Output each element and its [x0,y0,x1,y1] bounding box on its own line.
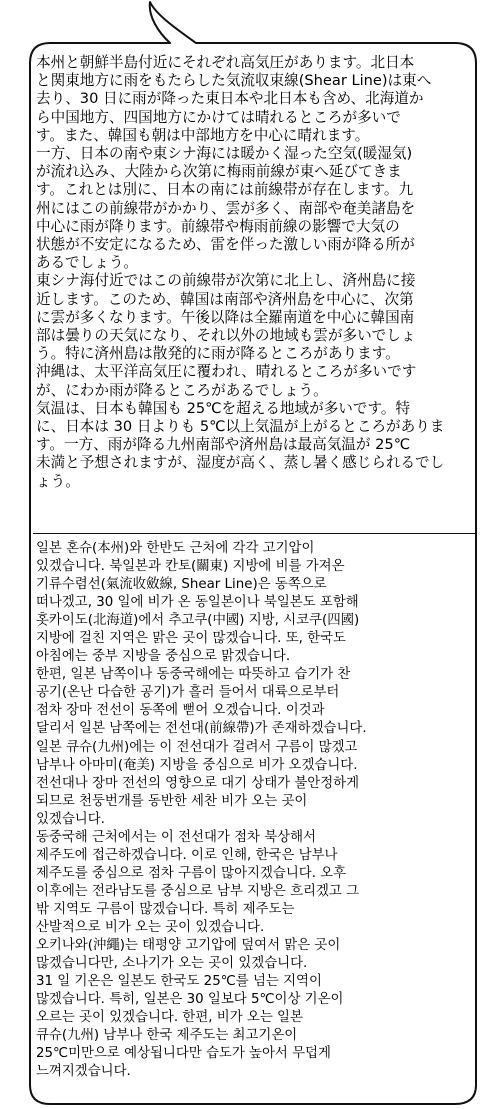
section-divider [33,533,475,534]
korean-weather-report: 일본 혼슈(本州)와 한반도 근처에 각각 고기압이 있겠습니다. 북일본과 칸토(關東) 지방에 비를 가져온 기류수렴선(氣流收斂線, Shear Line)은 동쪽으로 떠나겠고, 30 일에 비가 온 동일본이나 북일본도 포함해 홋카이도(北海道)에서 추고쿠(中國) 지방, 시코쿠(四國) 지방에 걸친 지역은 맑은 곳이 많겠습니다. 또, 한국도 아침에는 중부 지방을 중심으로 맑겠습니다. 한편, 일본 남쪽이나 동중국해에는 따뜻하고 습기가 찬 공기(온난 다습한 공기)가 흘러 들어서 대륙으로부터 점차 장마 전선이 동쪽에 뻗어 오겠습니다. 이것과 달리서 일본 남쪽에는 전선대(前線帶)가 존재하겠습니다. 일본 큐슈(九州)에는 이 전선대가 걸려서 구름이 많겠고 남부나 아마미(奄美) 지방을 중심으로 비가 오겠습니다. 전선대나 장마 전선의 영향으로 대기 상태가 불안정하게 되므로 천둥번개를 동반한 세찬 비가 오는 곳이 있겠습니다. 동중국해 근처에서는 이 전선대가 점차 북상해서 제주도에 접근하겠습니다. 이로 인해, 한국은 남부나 제주도를 중심으로 점차 구름이 많아지겠습니다. 오후 이후에는 전라남도를 중심으로 남부 지방은 흐리겠고 그 밖 지역도 구름이 많겠습니다. 특히 제주도는 산발적으로 비가 오는 곳이 있겠습니다. 오키나와(沖繩)는 태평양 고기압에 덮여서 맑은 곳이 많겠습니다만, 소나기가 오는 곳이 있겠습니다. 31 일 기온은 일본도 한국도 25℃를 넘는 지역이 많겠습니다. 특히, 일본은 30 일보다 5℃이상 기온이 오르는 곳이 있겠습니다. 한편, 비가 오는 일본 큐슈(九州) 남부나 한국 제주도는 최고기온이 25℃미만으로 예상됩니다만 습도가 높아서 무덥게 느껴지겠습니다. [36,541,367,1080]
japanese-weather-report: 本州と朝鮮半島付近にそれぞれ高気圧があります。北日本 と関東地方に雨をもたらした気流収束線(Shear Line)は東へ 去り、30 日に雨が降った東日本や北日本も含め、北海道か ら中国地方、四国地方にかけては晴れるところが多いで す。また、韓国も朝は中部地方を中心に晴れます。 一方、日本の南や東シナ海には暖かく湿った空気(暖湿気) が流れ込み、大陸から次第に梅雨前線が東へ延びてきま す。これとは別に、日本の南には前線帯が存在します。九 州にはこの前線帯がかかり、雲が多く、南部や奄美諸島を 中心に雨が降ります。前線帯や梅雨前線の影響で大気の 状態が不安定になるため、雷を伴った激しい雨が降る所が あるでしょう。 東シナ海付近ではこの前線帯が次第に北上し、済州島に接 近します。このため、韓国は南部や済州島を中心に、次第 に雲が多くなります。午後以降は全羅南道を中心に韓国南 部は曇りの天気になり、それ以外の地域も雲が多いでしょ う。特に済州島は散発的に雨が降るところがあります。 沖縄は、太平洋高気圧に覆われ、晴れるところが多いです が、にわか雨が降るところがあるでしょう。 気温は、日本も韓国も 25℃を超える地域が多いです。特 に、日本は 30 日よりも 5℃以上気温が上がるところがありま す。一方、雨が降る九州南部や済州島は最高気温が 25℃ 未満と予想されますが、湿度が高く、蒸し暑く感じられるでし ょう。 [36,54,445,490]
